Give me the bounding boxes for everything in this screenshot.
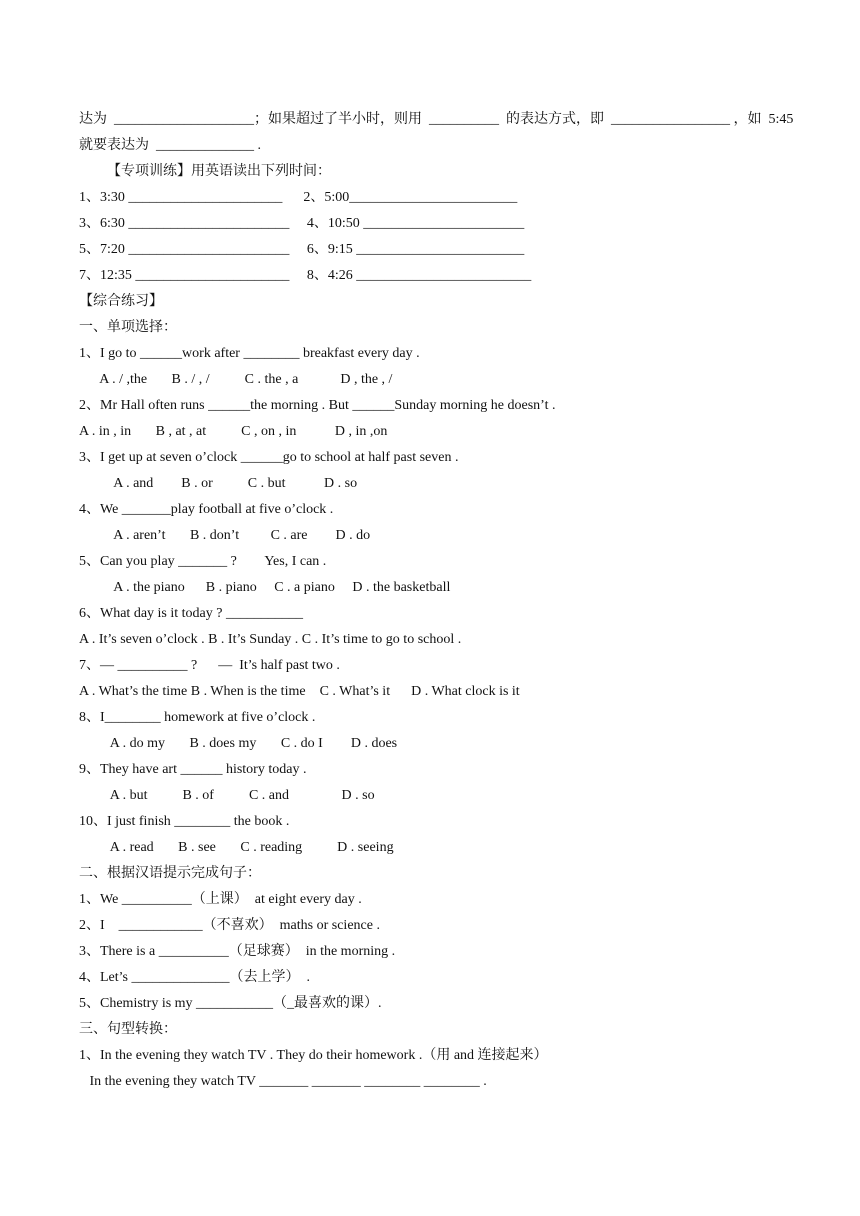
text-line: 5、Can you play _______ ? Yes, I can . <box>79 554 327 569</box>
text-line: 7、— __________ ? — It’s half past two . <box>79 658 340 673</box>
text-line: 8、I________ homework at five o’clock . <box>79 710 316 725</box>
text-line: 5、7:20 _______________________ 6、9:15 ________________________ <box>79 242 525 257</box>
text-line: A . / ,the B . / , / C . the , a D , the , / <box>79 372 393 387</box>
text-line: A . in , in B , at , at C , on , in D , in ,on <box>79 424 388 439</box>
text-line: 1、We __________（上课） at eight every day . <box>79 892 362 907</box>
text-line: 【专项训练】用英语读出下列时间： <box>79 164 331 179</box>
text-line: 三、句型转换： <box>79 1022 177 1037</box>
text-line: In the evening they watch TV _______ _______ ________ ________ . <box>79 1074 487 1089</box>
text-line: A . What’s the time B . When is the time C . What’s it D . What clock is it <box>79 684 520 699</box>
text-line: 9、They have art ______ history today . <box>79 762 307 777</box>
text-line: A . but B . of C . and D . so <box>79 788 375 803</box>
text-line: 1、3:30 ______________________ 2、5:00________________________ <box>79 190 518 205</box>
text-line: 2、Mr Hall often runs ______the morning . But ______Sunday morning he doesn’t . <box>79 398 556 413</box>
text-line: A . It’s seven o’clock . B . It’s Sunday . C . It’s time to go to school . <box>79 632 462 647</box>
text-line: 【综合练习】 <box>79 294 163 309</box>
text-line: 一、单项选择： <box>79 320 177 335</box>
text-line: A . read B . see C . reading D . seeing <box>79 840 394 855</box>
text-line: 10、I just finish ________ the book . <box>79 814 290 829</box>
text-line: 1、I go to ______work after ________ breakfast every day . <box>79 346 420 361</box>
text-line: A . aren’t B . don’t C . are D . do <box>79 528 371 543</box>
text-line: 2、I ____________（不喜欢） maths or science . <box>79 918 380 933</box>
text-line: 达为 ____________________；如果超过了半小时，则用 __________ 的表达方式，即 _________________ ，如 5:45 <box>79 112 794 127</box>
text-line: 3、There is a __________（足球赛） in the morning . <box>79 944 396 959</box>
text-line: 6、What day is it today ? ___________ <box>79 606 303 621</box>
text-line: 二、根据汉语提示完成句子： <box>79 866 261 881</box>
text-line: A . the piano B . piano C . a piano D . the basketball <box>79 580 451 595</box>
text-line: 5、Chemistry is my ___________（_最喜欢的课）. <box>79 996 382 1011</box>
text-line: 就要表达为 ______________ . <box>79 138 261 153</box>
text-line: 4、We _______play football at five o’clock . <box>79 502 334 517</box>
text-line: 1、In the evening they watch TV . They do their homework .（用 and 连接起来） <box>79 1048 548 1063</box>
text-line: 4、Let’s ______________（去上学） . <box>79 970 310 985</box>
text-line: 3、6:30 _______________________ 4、10:50 _______________________ <box>79 216 525 231</box>
text-line: 3、I get up at seven o’clock ______go to school at half past seven . <box>79 450 459 465</box>
text-line: A . do my B . does my C . do I D . does <box>79 736 398 751</box>
text-line: 7、12:35 ______________________ 8、4:26 _________________________ <box>79 268 532 283</box>
text-line: A . and B . or C . but D . so <box>79 476 358 491</box>
